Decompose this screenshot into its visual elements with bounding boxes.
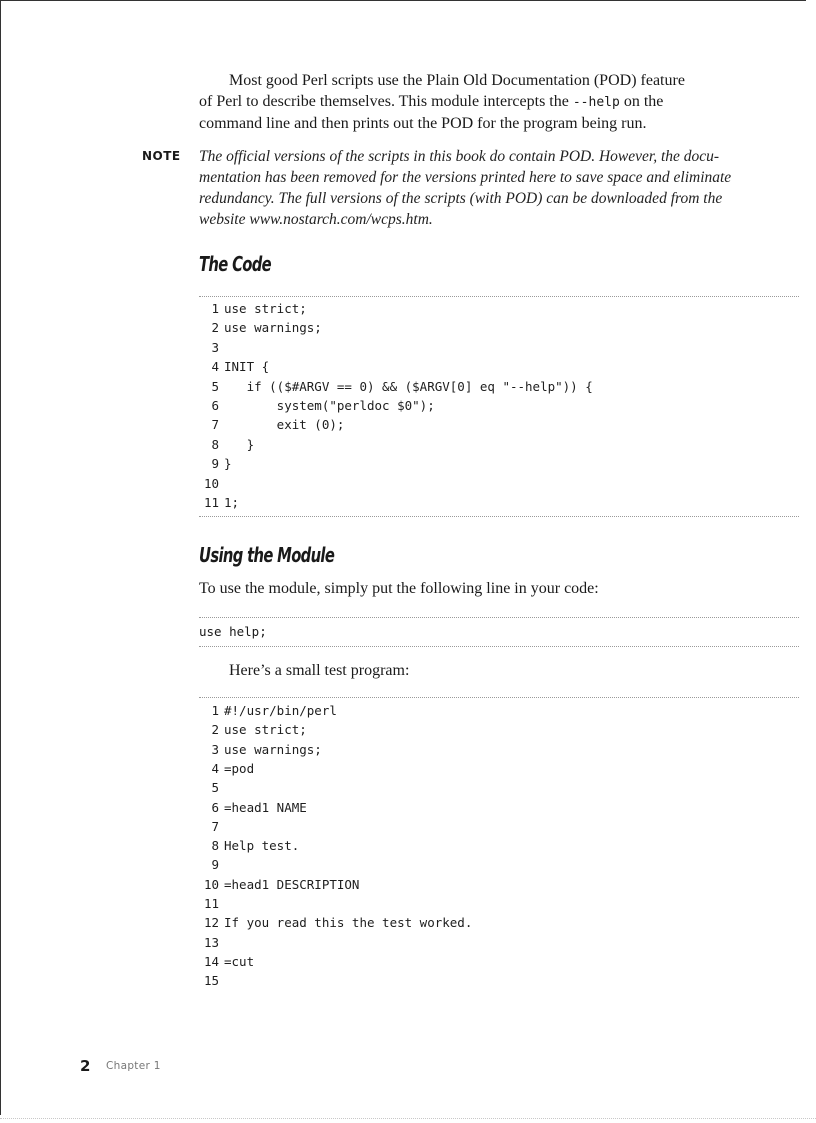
code-line [199, 800, 307, 820]
intro-line-2: of Perl to describe themselves. This module intercepts the [199, 93, 573, 110]
line-number: 11 [203, 896, 219, 911]
chapter-label: Chapter 1 [106, 1060, 161, 1072]
code-text: =cut [224, 953, 255, 969]
code-use-help: use help; [199, 624, 267, 639]
note-line-4: website www.nostarch.com/wcps.htm. [199, 211, 433, 228]
page-border-left [0, 0, 1, 1115]
code-text: use warnings; [224, 320, 322, 336]
page-number: 2 [80, 1057, 91, 1075]
code-text: 1; [224, 495, 240, 510]
code-text: Help test. [224, 838, 300, 854]
code-line [199, 780, 224, 800]
line-number: 4 [211, 359, 219, 375]
line-number: 3 [211, 741, 219, 757]
line-number: 9 [211, 857, 219, 873]
inline-code-help: --help [572, 95, 620, 110]
code-line [199, 838, 299, 858]
code-line [199, 703, 337, 723]
code-text: =pod [224, 760, 255, 776]
intro-line-1: Most good Perl scripts use the Plain Old Documentation (POD) feature [229, 72, 685, 89]
code-line [199, 301, 307, 321]
code-line [199, 340, 224, 360]
note-line-3: redundancy. The full versions of the scripts (with POD) can be downloaded from the [199, 190, 723, 207]
code-line [199, 476, 224, 496]
code-listing-2 [199, 697, 799, 998]
code-text: } [224, 456, 232, 472]
line-number: 14 [203, 953, 219, 969]
code-text: system("perldoc $0"); [224, 398, 435, 413]
line-number: 10 [203, 876, 219, 892]
note-line-2: mentation has been removed for the versions printed here to save space and eliminate [199, 169, 732, 186]
page-border-bottom [0, 1118, 816, 1119]
line-number: 1 [211, 301, 219, 316]
code-line [199, 495, 239, 515]
code-snippet-use-help [199, 617, 799, 647]
line-number: 3 [211, 339, 219, 355]
note-label: NOTE [142, 149, 181, 163]
code-line [199, 437, 254, 457]
code-line [199, 915, 472, 935]
line-number: 7 [211, 818, 219, 834]
code-line [199, 417, 344, 437]
line-number: 10 [203, 475, 219, 491]
intro-paragraph [199, 70, 759, 134]
code-text: use strict; [224, 722, 307, 738]
code-line [199, 973, 224, 993]
code-line [199, 857, 224, 877]
code-text: if (($#ARGV == 0) && ($ARGV[0] eq "--help")) { [224, 378, 593, 394]
line-number: 8 [211, 838, 219, 854]
line-number: 4 [211, 760, 219, 776]
page-border-top [0, 0, 806, 1]
code-line [199, 935, 224, 955]
code-line [199, 359, 269, 379]
code-line [199, 398, 435, 418]
intro-line-3: command line and then prints out the POD for the program being run. [199, 115, 647, 132]
line-number: 1 [211, 703, 219, 718]
intro-line-2-end: on the [619, 93, 664, 110]
code-line [199, 954, 254, 974]
code-line [199, 896, 224, 916]
code-text: =head1 DESCRIPTION [224, 876, 360, 892]
code-line [199, 722, 307, 742]
code-text: use warnings; [224, 741, 322, 757]
line-number: 6 [211, 799, 219, 815]
line-number: 11 [203, 495, 219, 510]
code-line [199, 742, 322, 762]
line-number: 2 [211, 722, 219, 738]
code-text: =head1 NAME [224, 799, 307, 815]
code-text: } [224, 436, 255, 452]
line-number: 12 [203, 915, 219, 931]
test-program-intro-text: Here’s a small test program: [229, 662, 410, 679]
code-text: INIT { [224, 359, 270, 375]
line-number: 5 [211, 378, 219, 394]
code-line [199, 456, 232, 476]
test-program-intro [199, 660, 759, 681]
line-number: 13 [203, 934, 219, 950]
code-line [199, 379, 593, 399]
code-listing-1 [199, 296, 799, 517]
code-text: use strict; [224, 301, 307, 316]
code-line [199, 761, 254, 781]
code-text: #!/usr/bin/perl [224, 703, 337, 718]
usage-intro: To use the module, simply put the following line in your code: [199, 580, 599, 597]
line-number: 9 [211, 456, 219, 472]
code-text: If you read this the test worked. [224, 915, 473, 931]
line-number: 6 [211, 398, 219, 413]
code-line [199, 819, 224, 839]
section-heading-the-code: The Code [199, 252, 272, 276]
line-number: 8 [211, 436, 219, 452]
section-heading-using-module: Using the Module [199, 543, 335, 567]
code-text: exit (0); [224, 417, 345, 433]
note-line-1: The official versions of the scripts in this book do contain POD. However, the docu- [199, 148, 720, 165]
code-line [199, 877, 359, 897]
code-line [199, 320, 322, 340]
note-text [199, 146, 747, 230]
line-number: 2 [211, 320, 219, 336]
line-number: 5 [211, 780, 219, 796]
line-number: 15 [203, 973, 219, 989]
line-number: 7 [211, 417, 219, 433]
